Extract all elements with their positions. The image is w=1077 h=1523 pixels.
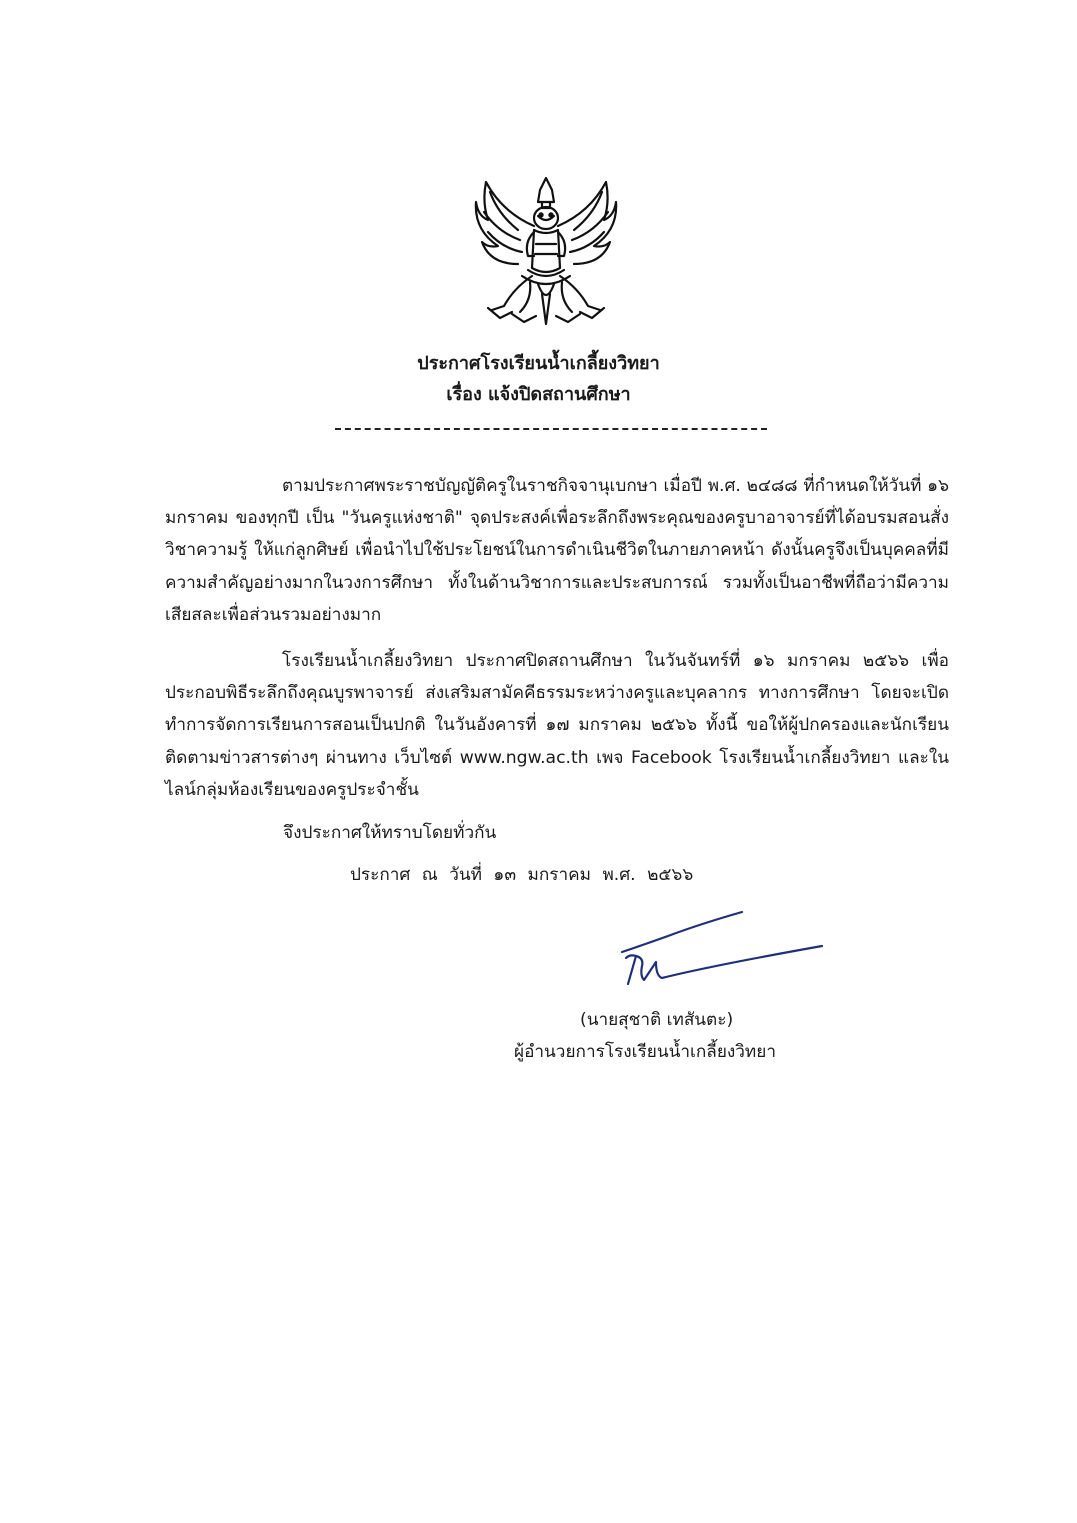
signer-title: ผู้อำนวยการโรงเรียนน้ำเกลี้ยงวิทยา (514, 1042, 776, 1062)
dashed-divider (335, 428, 767, 430)
handwritten-signature (600, 906, 830, 1001)
closing-statement: จึงประกาศให้ทราบโดยทั่วกัน (283, 823, 497, 843)
paragraph-1-text: ตามประกาศพระราชบัญญัติครูในราชกิจจานุเบกษา เมื่อปี พ.ศ. ๒๔๘๘ ที่กำหนดให้วันที่ ๑๖ มกราคม ของทุกปี เป็น "วันครูแห่งชาติ" จุดประสงค์เพื่อระลึกถึงพระคุณของครูบาอาจารย์ที่ได้อบรมสอนสั่ง วิชาความรู้ ให้แก่ลูกศิษย์ เพื่อนำไปใช้ประโยชน์ในการดำเนินชีวิตในภายภาคหน้า ดังนั้นครูจึงเป็นบุคคลที่มีความสำคัญอย่างมากในวงการศึกษา ทั้งในด้านวิชาการและประสบการณ์ รวมทั้งเป็นอาชีพที่ถือว่ามีความเสียสละเพื่อส่วนรวมอย่างมาก (165, 476, 949, 625)
paragraph-2-text: โรงเรียนน้ำเกลี้ยงวิทยา ประกาศปิดสถานศึกษา ในวันจันทร์ที่ ๑๖ มกราคม ๒๕๖๖ เพื่อประกอบพิธีระลึกถึงคุณบูรพาจารย์ ส่งเสริมสามัคคีธรรมระหว่างครูและบุคลากร ทางการศึกษา โดยจะเปิดทำการจัดการเรียนการสอนเป็นปกติ ในวันอังคารที่ ๑๗ มกราคม ๒๕๖๖ ทั้งนี้ ขอให้ผู้ปกครองและนักเรียนติดตามข่าวสารต่างๆ ผ่านทาง เว็บไซต์ www.ngw.ac.th เพจ Facebook โรงเรียนน้ำเกลี้ยงวิทยา และในไลน์กลุ่มห้องเรียนของครูประจำชั้น (165, 651, 949, 800)
announcement-body (165, 470, 949, 820)
announcement-date: ประกาศ ณ วันที่ ๑๓ มกราคม พ.ศ. ๒๕๖๖ (350, 865, 694, 885)
paragraph-national-teachers-day (165, 470, 949, 631)
signer-name: (นายสุชาติ เทสันตะ) (580, 1010, 734, 1030)
paragraph-school-closure (165, 645, 949, 806)
garuda-emblem-icon (472, 172, 620, 332)
announcement-header (0, 348, 1077, 410)
announcement-subject: เรื่อง แจ้งปิดสถานศึกษา (446, 384, 631, 405)
announcement-title: ประกาศโรงเรียนน้ำเกลี้ยงวิทยา (417, 353, 660, 374)
